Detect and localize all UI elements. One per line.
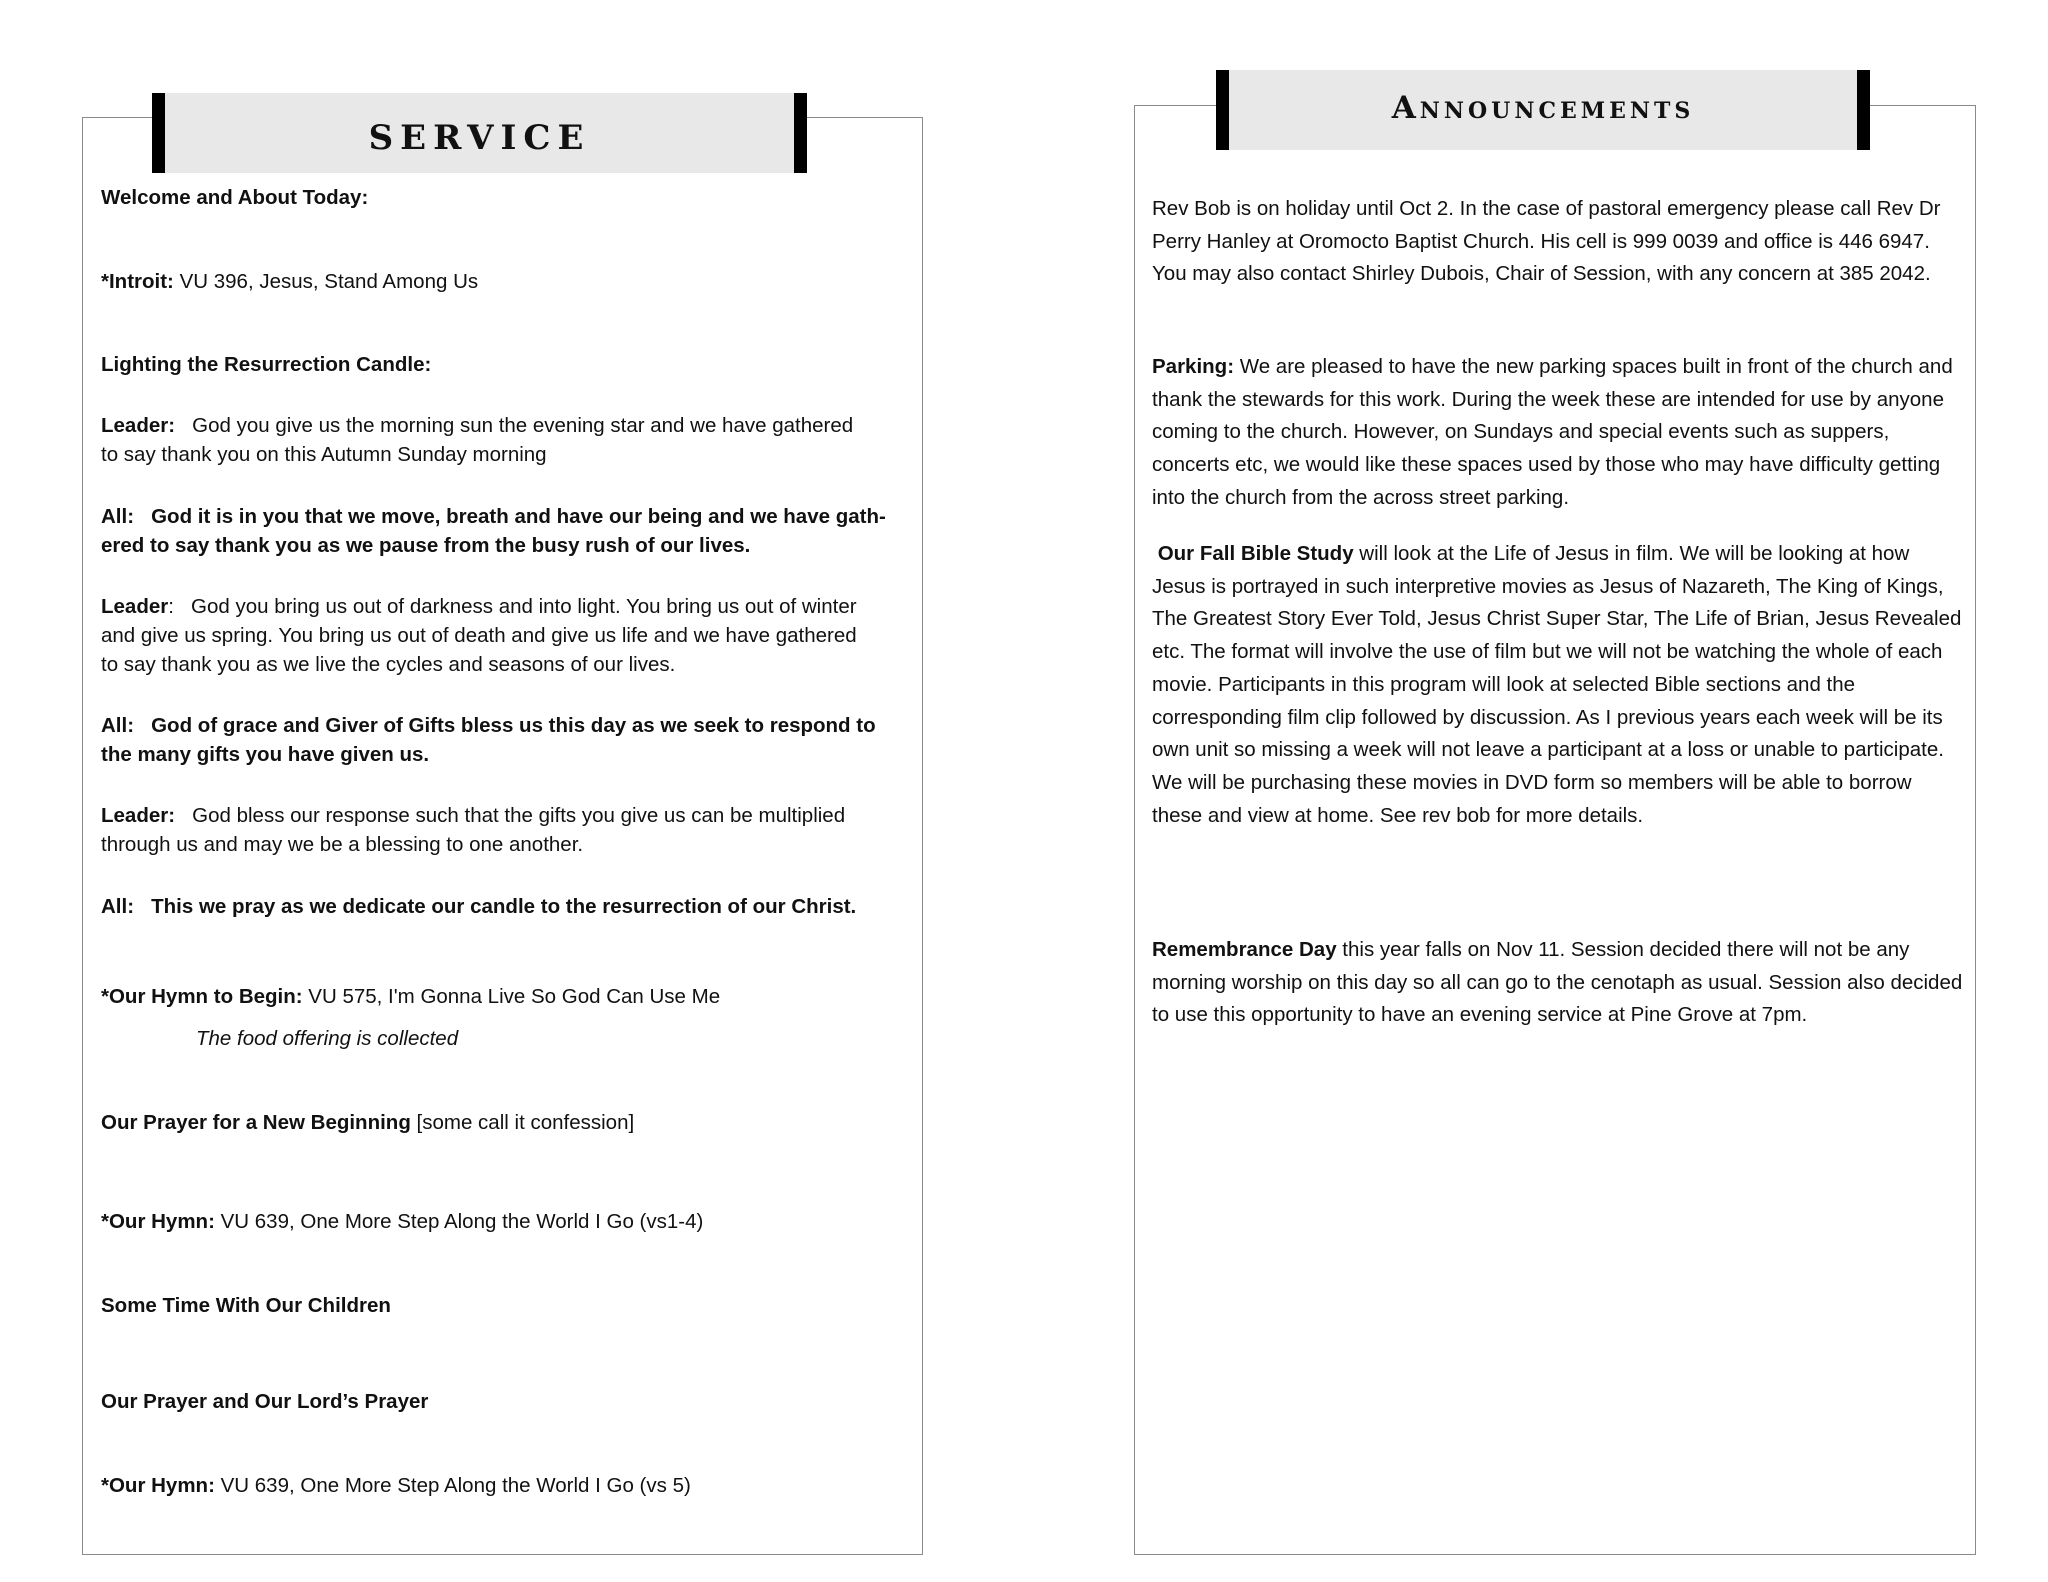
leader-line-1b: to say thank you on this Autumn Sunday morning [101, 443, 547, 466]
hymn-line-2 [101, 1471, 691, 1500]
leader-line-2c: to say thank you as we live the cycles and seasons of our lives. [101, 653, 676, 676]
parking-notice [1152, 351, 1964, 515]
food-offering-note: The food offering is collected [196, 1027, 459, 1050]
leader-line-2b: and give us spring. You bring us out of death and give us life and we have gathered [101, 624, 857, 647]
hymn-text: VU 639, One More Step Along the World I Go (vs1-4) [214, 1210, 704, 1233]
prayer-note: [some call it confession] [410, 1111, 635, 1134]
hymn-begin-line [101, 982, 720, 1011]
remembrance-notice [1152, 934, 1964, 1032]
all-response-1b: ered to say thank you as we pause from the busy rush of our lives. [101, 534, 751, 557]
candle-heading: Lighting the Resurrection Candle: [101, 353, 432, 376]
hymn-begin-text: VU 575, I'm Gonna Live So God Can Use Me [302, 985, 721, 1008]
parking-text: We are pleased to have the new parking spaces built in front of the church and thank the stewards for this work. During the week these are intended for use by anyone coming to the church. However, on Sundays and special events such as suppers, concerts etc, we would like these spaces used by those who may have difficulty getting into the church from the across street parking. [1152, 355, 1953, 509]
introit-label: *Introit: [101, 270, 174, 293]
hymn-label: *Our Hymn: [101, 1210, 215, 1233]
leader-label: Leader: [101, 804, 176, 827]
bible-study-notice [1152, 538, 1964, 832]
leader-line-1a [101, 411, 853, 440]
leader-line-2a [101, 592, 857, 621]
introit-text: VU 396, Jesus, Stand Among Us [173, 270, 479, 293]
parking-label: Parking: [1152, 355, 1235, 378]
all-response-1a: All: God it is in you that we move, breath and have our being and we have gath- [101, 505, 886, 528]
leader-label: Leader: [101, 414, 176, 437]
remembrance-label: Remembrance Day [1152, 938, 1337, 961]
hymn-begin-label: *Our Hymn to Begin: [101, 985, 303, 1008]
remembrance-text: this year falls on Nov 11. Session decided there will not be any morning worship on this day so all can go to the cenotaph as usual. Session also decided to use this opportunity to have an evening service at Pine Grove at 7pm. [1152, 938, 1963, 1027]
hymn-label: *Our Hymn: [101, 1474, 215, 1497]
prayer-line [101, 1108, 634, 1137]
leader-text: God bless our response such that the gifts you give us can be multiplied [175, 804, 846, 827]
lords-prayer-heading: Our Prayer and Our Lord’s Prayer [101, 1390, 429, 1413]
all-response-2b: the many gifts you have given us. [101, 743, 430, 766]
hymn-text: VU 639, One More Step Along the World I Go (vs 5) [214, 1474, 691, 1497]
announcements-banner [1216, 70, 1870, 150]
leader-label: Leader [101, 595, 169, 618]
leader-line-3b: through us and may we be a blessing to one another. [101, 833, 584, 856]
leader-text: God you give us the morning sun the evening star and we have gathered [175, 414, 854, 437]
service-banner [152, 93, 807, 173]
children-heading: Some Time With Our Children [101, 1294, 391, 1317]
hymn-line-1 [101, 1207, 703, 1236]
leader-line-3a [101, 801, 845, 830]
bible-study-label: Our Fall Bible Study [1152, 542, 1354, 565]
bible-study-text: will look at the Life of Jesus in film. We will be looking at how Jesus is portrayed in such interpretive movies as Jesus of Nazareth, The King of Kings, The Greatest Story Ever Told, Jesus Christ Super Star, The Life of Brian, Jesus Revealed etc. The format will involve the use of film but we will not be watching the whole of each movie. Participants in this program will look at selected Bible sections and the corresponding film clip followed by discussion. As I previous years each week will be its own unit so missing a week will not leave a participant at a loss or unable to participate. We will be purchasing these movies in DVD form so members will be able to borrow these and view at home. See rev bob for more details. [1152, 542, 1962, 827]
leader-text: : God you bring us out of darkness and into light. You bring us out of winter [168, 595, 857, 618]
prayer-label: Our Prayer for a New Beginning [101, 1111, 411, 1134]
all-response-2a: All: God of grace and Giver of Gifts bless us this day as we seek to respond to [101, 714, 876, 737]
welcome-heading: Welcome and About Today: [101, 186, 369, 209]
all-response-3: All: This we pray as we dedicate our candle to the resurrection of our Christ. [101, 895, 857, 918]
introit-line [101, 267, 478, 296]
announcements-title: Announcements [1391, 90, 1695, 126]
holiday-notice: Rev Bob is on holiday until Oct 2. In the case of pastoral emergency please call Rev Dr Perry Hanley at Oromocto Baptist Church. His cell is 999 0039 and office is 446 6947. You may also contact Shirley Dubois, Chair of Session, with any concern at 385 2042. [1152, 197, 1941, 286]
service-title: SERVICE [368, 118, 591, 158]
